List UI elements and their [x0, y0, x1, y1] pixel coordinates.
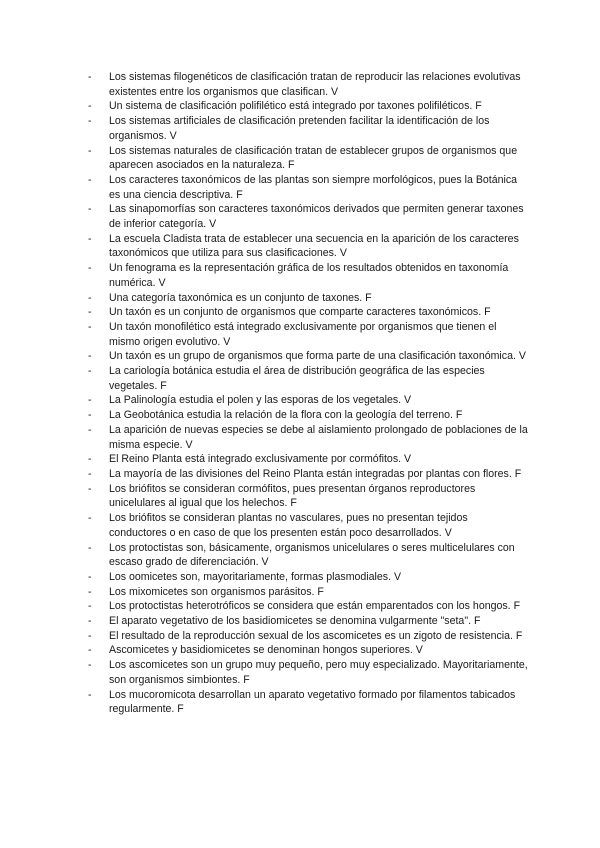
bullet-dash: - — [88, 644, 92, 657]
statement-text: La Geobotánica estudia la relación de la flora con la geología del terreno. F — [109, 409, 463, 422]
statement-text: Un taxón es un conjunto de organismos que comparte caracteres taxonómicos. F — [109, 306, 491, 319]
list-item — [88, 305, 528, 320]
bullet-dash: - — [88, 467, 92, 480]
statement-text: Los sistemas filogenéticos de clasificación tratan de reproducir las relaciones evolutivas existentes entre los organismos que clasifican. V — [109, 71, 521, 98]
list-item — [88, 482, 528, 511]
statement-text: El aparato vegetativo de los basidiomicetes se denomina vulgarmente "seta". F — [109, 615, 481, 628]
statement-text: La escuela Cladista trata de establecer una secuencia en la aparición de los caracteres taxonómicos que utiliza para sus clasificaciones. V — [109, 232, 519, 260]
bullet-dash: - — [88, 71, 92, 83]
statement-text: Un sistema de clasificación polifilético está integrado por taxones polifiléticos. F — [109, 100, 482, 113]
list-item — [88, 291, 528, 306]
statement-text: El Reino Planta está integrado exclusivamente por cormófitos. V — [109, 453, 412, 466]
bullet-dash: - — [88, 100, 92, 113]
list-item — [88, 658, 528, 687]
bullet-dash: - — [88, 350, 92, 363]
list-item — [88, 541, 528, 570]
bullet-dash: - — [88, 173, 92, 186]
statement-text: Los protoctistas heterotróficos se considera que están emparentados con los hongos. F — [109, 600, 521, 613]
statement-text: Una categoría taxonómica es un conjunto de taxones. F — [109, 291, 372, 304]
bullet-dash: - — [88, 659, 92, 672]
bullet-dash: - — [88, 600, 92, 613]
bullet-dash: - — [88, 512, 92, 525]
list-item — [88, 393, 528, 408]
bullet-dash: - — [88, 394, 92, 407]
bullet-dash: - — [88, 144, 92, 157]
statement-text: La aparición de nuevas especies se debe al aislamiento prolongado de poblaciones de la misma especie. V — [109, 423, 528, 451]
statement-text: Los protoctistas son, básicamente, organismos unicelulares o seres multicelulares con escaso grado de diferenciación. V — [109, 541, 515, 569]
list-item — [88, 232, 528, 261]
list-item — [88, 99, 528, 114]
list-item — [88, 364, 528, 393]
bullet-dash: - — [88, 306, 92, 319]
list-item — [88, 202, 528, 231]
bullet-dash: - — [88, 423, 92, 436]
list-item — [88, 408, 528, 423]
bullet-dash: - — [88, 365, 92, 378]
statement-text: Los ascomicetes son un grupo muy pequeño, pero muy especializado. Mayoritariamente, son organismos simbiontes. F — [109, 659, 528, 686]
statement-text: La cariología botánica estudia el área de distribución geográfica de las especies vegetales. F — [109, 365, 485, 392]
statement-text: Los caracteres taxonómicos de las plantas son siempre morfológicos, pues la Botánica es una ciencia descriptiva. F — [109, 173, 518, 201]
list-item — [88, 614, 528, 629]
list-item — [88, 349, 528, 364]
bullet-dash: - — [88, 482, 92, 495]
statement-text: Los briófitos se consideran cormófitos, pues presentan órganos reproductores unicelulares al igual que los helechos. F — [109, 482, 476, 510]
bullet-dash: - — [88, 688, 92, 701]
list-item — [88, 585, 528, 600]
statement-text: Un taxón monofilético está integrado exclusivamente por organismos que tienen el mismo origen evolutivo. V — [109, 320, 497, 348]
list-item — [88, 467, 528, 482]
statement-text: Un fenograma es la representación gráfica de los resultados obtenidos en taxonomía numérica. V — [109, 262, 509, 289]
statement-text: Un taxón es un grupo de organismos que forma parte de una clasificación taxonómica. V — [109, 350, 526, 363]
list-item — [88, 452, 528, 467]
list-item — [88, 599, 528, 614]
list-item — [88, 570, 528, 585]
statement-text: Ascomicetes y basidiomicetes se denominan hongos superiores. V — [109, 644, 423, 657]
statement-text: Los oomicetes son, mayoritariamente, formas plasmodiales. V — [109, 570, 402, 583]
bullet-dash: - — [88, 232, 92, 245]
statement-text: Los sistemas naturales de clasificación tratan de establecer grupos de organismos que aparecen asociados en la naturaleza. F — [109, 144, 518, 172]
bullet-dash: - — [88, 115, 92, 128]
list-item — [88, 114, 528, 143]
statement-list — [88, 70, 528, 717]
statement-text: Los sistemas artificiales de clasificación pretenden facilitar la identificación de los organismos. V — [109, 115, 490, 142]
statement-text: El resultado de la reproducción sexual de los ascomicetes es un zigoto de resistencia. F — [109, 629, 523, 642]
list-item — [88, 688, 528, 717]
bullet-dash: - — [88, 291, 92, 304]
list-item — [88, 261, 528, 290]
list-item — [88, 629, 528, 644]
list-item — [88, 511, 528, 540]
bullet-dash: - — [88, 453, 92, 466]
list-item — [88, 643, 528, 658]
statement-text: Los briófitos se consideran plantas no vasculares, pues no presentan tejidos conductores o en caso de que los presenten están poco desarrollados. V — [109, 512, 468, 539]
list-item — [88, 70, 528, 99]
statement-text: La mayoría de las divisiones del Reino Planta están integradas por plantas con flores. F — [109, 467, 522, 480]
statement-text: La Palinología estudia el polen y las esporas de los vegetales. V — [109, 394, 412, 407]
bullet-dash: - — [88, 615, 92, 628]
list-item — [88, 423, 528, 452]
statement-text: Los mixomicetes son organismos parásitos. F — [109, 585, 324, 598]
bullet-dash: - — [88, 262, 92, 275]
bullet-dash: - — [88, 570, 92, 583]
bullet-dash: - — [88, 320, 92, 333]
list-item — [88, 144, 528, 173]
bullet-dash: - — [88, 203, 92, 216]
statement-text: Los mucoromicota desarrollan un aparato vegetativo formado por filamentos tabicados regularmente. F — [109, 688, 516, 716]
bullet-dash: - — [88, 541, 92, 554]
statement-text: Las sinapomorfías son caracteres taxonómicos derivados que permiten generar taxones de inferior categoría. V — [109, 203, 524, 231]
bullet-dash: - — [88, 629, 92, 642]
list-item — [88, 320, 528, 349]
bullet-dash: - — [88, 585, 92, 598]
list-item — [88, 173, 528, 202]
bullet-dash: - — [88, 409, 92, 422]
